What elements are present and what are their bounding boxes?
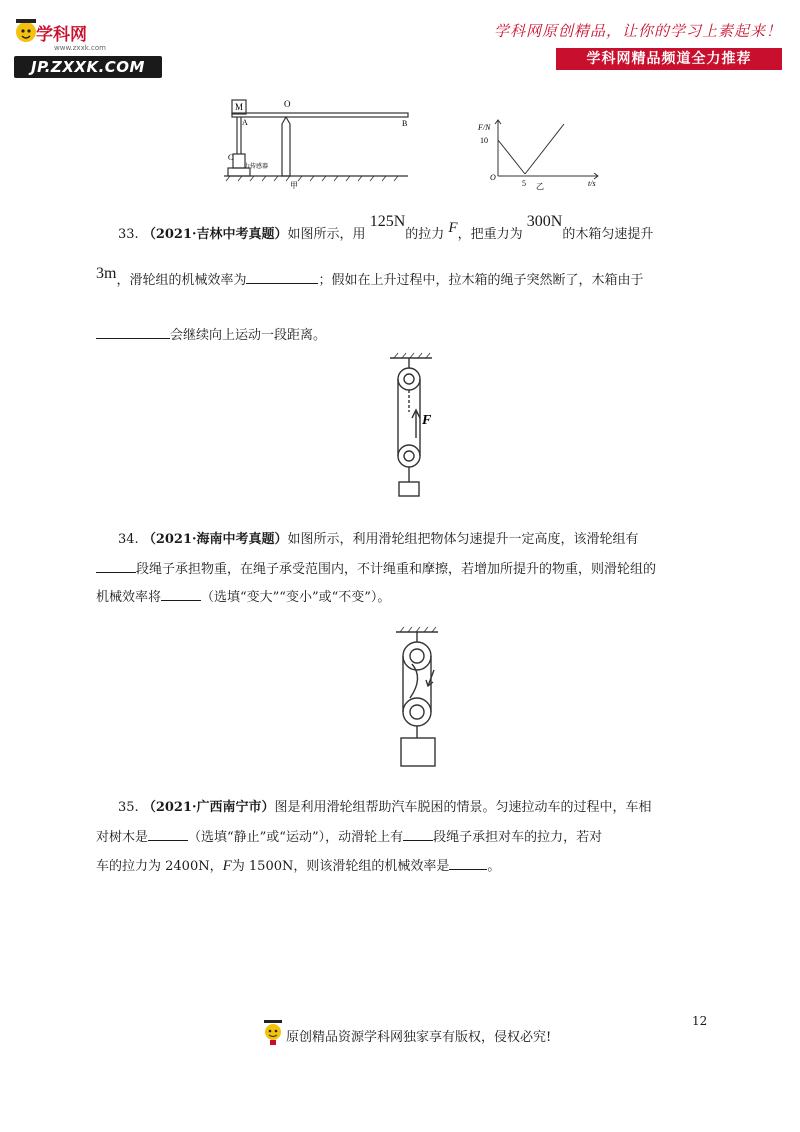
q33-line1: 33. （2021·吉林中考真题）如图所示，用 125N的拉力 F，把重力为 300N的木箱匀速提升	[118, 213, 654, 242]
logo-site-small: www.zxxk.com	[54, 44, 106, 52]
q35-blank-2[interactable]	[403, 828, 433, 841]
svg-text:B: B	[402, 119, 408, 128]
q35-blank-1[interactable]	[148, 828, 188, 841]
q33-weight-value: 300N	[526, 213, 563, 230]
logo-domain: JP.ZXXK.COM	[31, 58, 145, 76]
graph-y-label: F/N	[478, 123, 491, 132]
q33-blank-2[interactable]	[96, 326, 170, 339]
q34-blank-2[interactable]	[161, 588, 201, 601]
lever-figure-jia	[220, 96, 420, 192]
logo-domain-box	[14, 56, 162, 78]
svg-text:O: O	[284, 99, 291, 109]
logo-title: 学科网	[36, 25, 87, 45]
q33-source: （2021·吉林中考真题）	[142, 227, 288, 242]
svg-text:A: A	[242, 118, 248, 127]
site-logo	[14, 14, 164, 74]
header-banner: 学科网精品频道全力推荐	[556, 48, 782, 70]
graph-x-label: t/s	[588, 179, 596, 188]
graph-x-tick: 5	[522, 179, 526, 188]
q35-source: （2021·广西南宁市）	[142, 800, 275, 815]
question-35: 35. （2021·广西南宁市）图是利用滑轮组帮助汽车脱困的情景。匀速拉动车的过程中，车相 对树木是 （选填“静止”或“运动”），动滑轮上有 段绳子承担对车的拉力，若对 车的拉力为 2400N，F为 1500N，则该滑轮组的机械效率是 。	[96, 800, 652, 874]
graph-y-tick: 10	[480, 136, 488, 145]
header-slogan: 学科网原创精品，让你的学习上素起来！	[493, 22, 782, 40]
q35-blank-3[interactable]	[449, 857, 487, 870]
force-time-graph-yi	[470, 116, 606, 190]
svg-text:力传感器: 力传感器	[244, 163, 269, 170]
q34-source: （2021·海南中考真题）	[142, 532, 288, 547]
q33-blank-1[interactable]	[246, 271, 318, 284]
footer-mascot-icon	[262, 1018, 284, 1046]
page-number: 12	[692, 1014, 708, 1028]
svg-text:甲: 甲	[290, 181, 298, 190]
question-34: 34. （2021·海南中考真题）如图所示，利用滑轮组把物体匀速提升一定高度，该滑轮组有 段绳子承担物重，在绳子承受范围内，不计绳重和摩擦，若增加所提升的物重，则滑轮组的 机械效率将 （选填“变大”“变小”或“不变”）。	[96, 532, 657, 605]
svg-text:C: C	[228, 153, 234, 162]
q33-force-value: 125N	[369, 213, 406, 230]
q33-pulley-figure	[380, 352, 450, 500]
q33-line3: 会继续向上运动一段距离。	[96, 326, 706, 346]
q33-line2: 3m，滑轮组的机械效率为 ；假如在上升过程中，拉木箱的绳子突然断了，木箱由于	[96, 265, 644, 288]
graph-caption: 乙	[536, 182, 544, 190]
graph-origin: O	[490, 173, 496, 182]
q33-height-value: 3m	[96, 265, 117, 282]
footer-copyright: 原创精品资源学科网独家享有版权，侵权必究!	[286, 1030, 552, 1045]
mascot-icon	[14, 16, 38, 50]
svg-text:M: M	[235, 102, 244, 112]
q34-blank-1[interactable]	[96, 560, 136, 573]
question-33	[96, 212, 706, 252]
q34-pulley-figure	[390, 626, 450, 772]
q33-fig-force-label: F	[422, 413, 432, 428]
